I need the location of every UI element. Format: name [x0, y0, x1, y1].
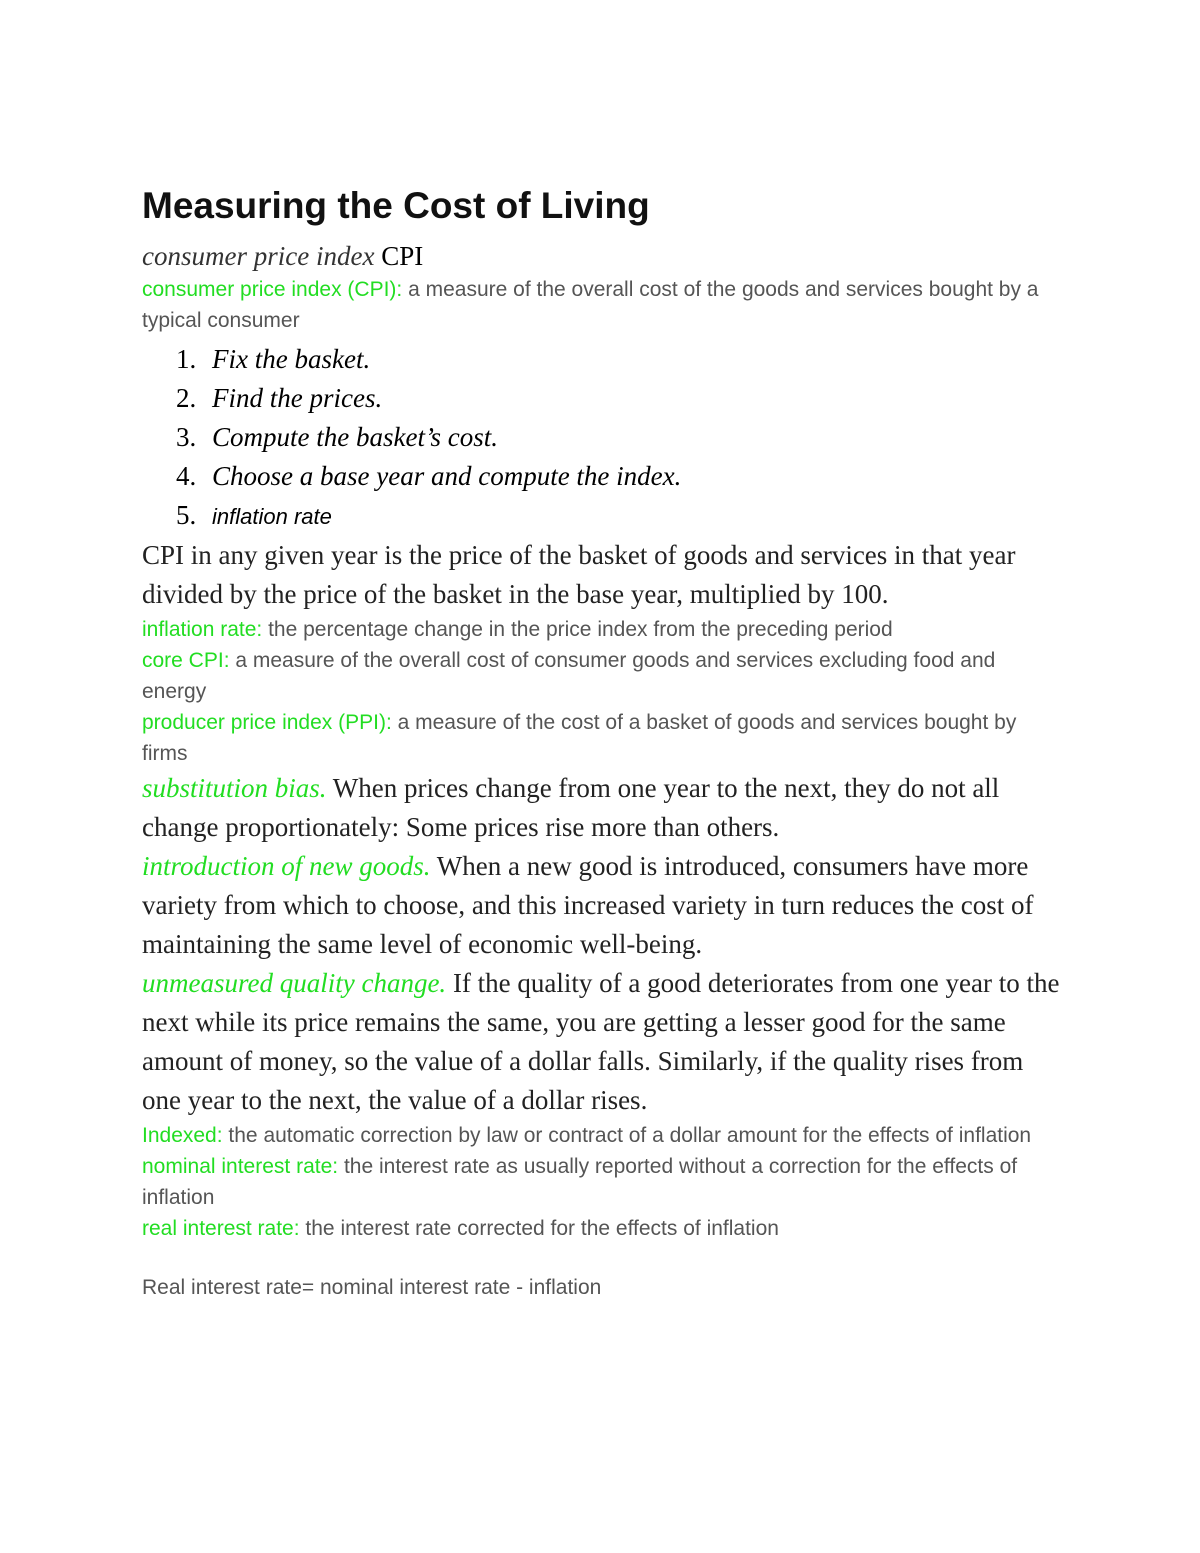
definition-core-text: a measure of the overall cost of consumer goods and services excluding food and energy	[142, 649, 996, 703]
bias-new-goods	[142, 847, 1062, 964]
cpi-explanation: CPI in any given year is the price of the basket of goods and services in that year divided by the price of the basket in the base year, multiplied by 100.	[142, 540, 1016, 609]
definition-inflation-rate	[142, 614, 1062, 645]
list-number: 5.	[176, 500, 197, 530]
document-content	[142, 182, 1062, 1303]
definition-indexed-text: the automatic correction by law or contract of a dollar amount for the effects of inflation	[222, 1124, 1032, 1147]
list-item	[142, 457, 1062, 496]
term-ppi: producer price index (PPI):	[142, 711, 392, 734]
definition-inflation-text: the percentage change in the price index from the preceding period	[262, 618, 893, 641]
term-substitution-bias: substitution bias.	[142, 773, 327, 803]
subtitle-italic: consumer price index	[142, 241, 375, 271]
definition-real-interest	[142, 1213, 1062, 1244]
definition-ppi	[142, 707, 1062, 769]
term-new-goods: introduction of new goods.	[142, 851, 431, 881]
list-item	[142, 379, 1062, 418]
bias-quality-text: If the quality of a good deteriorates from one year to the next while its price remains the same, you are getting a lesser good for the same amount of money, so the value of a dollar falls. Similarly, if the quality rises from one year to the next, the value of a dollar rises.	[142, 968, 1060, 1115]
list-item-text: Choose a base year and compute the index.	[212, 461, 682, 491]
definition-nominal-text: the interest rate as usually reported without a correction for the effects of inflation	[142, 1155, 1018, 1209]
bias-substitution-text: When prices change from one year to the next, they do not all change proportionately: Some prices rise more than others.	[142, 773, 1000, 842]
list-item-text: Find the prices.	[212, 383, 383, 413]
list-item	[142, 418, 1062, 457]
real-interest-formula: Real interest rate= nominal interest rate - inflation	[142, 1276, 602, 1299]
definition-real-text: the interest rate corrected for the effects of inflation	[299, 1217, 779, 1240]
definition-cpi	[142, 274, 1062, 336]
subtitle	[142, 238, 1062, 274]
bias-substitution	[142, 769, 1062, 847]
list-item	[142, 340, 1062, 379]
cpi-steps-list	[142, 340, 1062, 536]
definition-nominal-interest	[142, 1151, 1062, 1213]
term-cpi: consumer price index (CPI):	[142, 278, 403, 301]
definition-cpi-text: a measure of the overall cost of the goods and services bought by a typical consumer	[142, 278, 1039, 332]
list-item	[142, 496, 1062, 536]
term-quality-change: unmeasured quality change.	[142, 968, 447, 998]
list-item-text: Compute the basket’s cost.	[212, 422, 498, 452]
term-core-cpi: core CPI:	[142, 649, 230, 672]
definition-indexed	[142, 1120, 1062, 1151]
page-title: Measuring the Cost of Living	[142, 185, 650, 226]
term-inflation-rate: inflation rate:	[142, 618, 263, 641]
definition-ppi-text: a measure of the cost of a basket of goods and services bought by firms	[142, 711, 1017, 765]
definition-core-cpi	[142, 645, 1062, 707]
bias-new-goods-text: When a new good is introduced, consumers have more variety from which to choose, and this increased variety in turn reduces the cost of maintaining the same level of economic well-being.	[142, 851, 1034, 959]
subtitle-plain: CPI	[381, 241, 424, 271]
list-item-text: Fix the basket.	[212, 344, 371, 374]
list-number: 3.	[176, 422, 197, 452]
term-nominal-interest: nominal interest rate:	[142, 1155, 339, 1178]
term-indexed: Indexed:	[142, 1124, 223, 1147]
list-item-text: inflation rate	[212, 504, 332, 529]
term-real-interest: real interest rate:	[142, 1217, 300, 1240]
list-number: 2.	[176, 383, 197, 413]
list-number: 4.	[176, 461, 197, 491]
list-number: 1.	[176, 344, 197, 374]
bias-quality	[142, 964, 1062, 1120]
